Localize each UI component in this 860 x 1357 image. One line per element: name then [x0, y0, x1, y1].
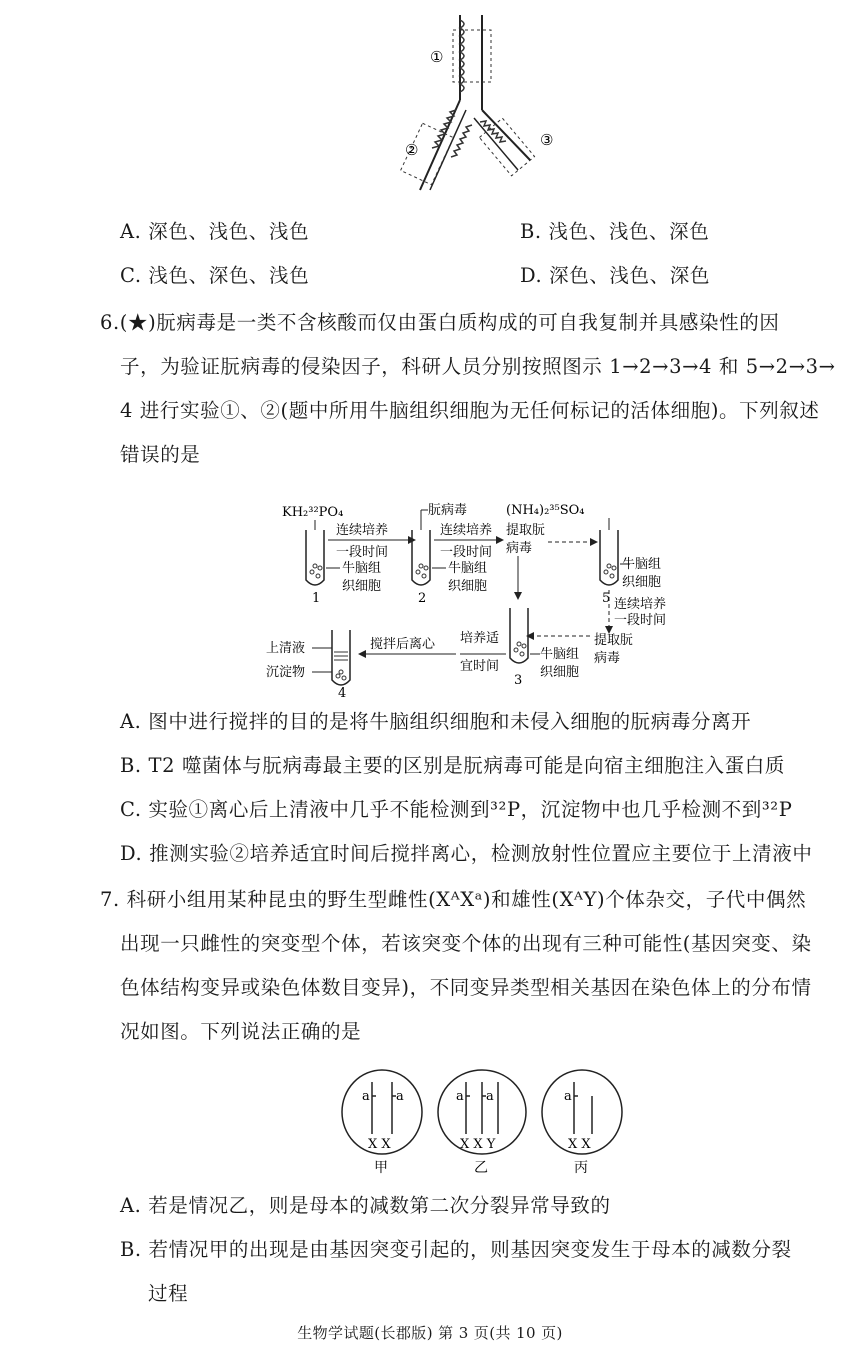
- page-footer: 生物学试题(长郡版) 第 3 页(共 10 页): [297, 1324, 563, 1342]
- extract-b: 病毒: [506, 541, 533, 556]
- q6-option-d: D. 推测实验②培养适宜时间后搅拌离心，检测放射性位置应主要位于上清液中: [120, 842, 813, 865]
- sediment-label: 沉淀物: [266, 665, 306, 680]
- kh2po4-label: KH₂³²PO₄: [282, 505, 344, 520]
- cell-label-1b: 织细胞: [342, 579, 382, 594]
- cell-label-5b: 织细胞: [622, 575, 662, 590]
- q7-stem-line-3: 色体结构变异或染色体数目变异)，不同变异类型相关基因在染色体上的分布情: [120, 976, 812, 999]
- tube-num-1: 1: [312, 591, 321, 606]
- culture-2: 连续培养: [440, 523, 493, 538]
- q7-option-b: B. 若情况甲的出现是由基因突变引起的，则基因突变发生于母本的减数分裂: [120, 1238, 792, 1261]
- fig-label-2: ②: [405, 141, 419, 159]
- cell-label-5a: 牛脑组: [622, 557, 662, 572]
- cell1-gene2: a: [396, 1089, 404, 1104]
- cell3-chrom: X X: [568, 1137, 591, 1152]
- fig-label-1: ①: [430, 48, 444, 66]
- q6-stem-line-3: 4 进行实验①、②(题中所用牛脑组织细胞为无任何标记的活体细胞)。下列叙述: [120, 399, 820, 422]
- q6-option-b: B. T2 噬菌体与朊病毒最主要的区别是朊病毒可能是向宿主细胞注入蛋白质: [120, 754, 785, 777]
- extract2-b: 病毒: [594, 651, 621, 666]
- cell-label-3a: 牛脑组: [540, 647, 580, 662]
- cell2-gene2: a: [486, 1089, 494, 1104]
- q6-stem-line-1: 6.(★)朊病毒是一类不含核酸而仅由蛋白质构成的可自我复制并具感染性的因: [100, 311, 780, 334]
- cell3-name: 丙: [574, 1160, 588, 1176]
- cell1-name: 甲: [374, 1160, 388, 1176]
- q7-stem-line-4: 况如图。下列说法正确的是: [120, 1020, 362, 1043]
- q5-option-b: B. 浅色、浅色、深色: [520, 220, 710, 243]
- tube-num-4: 4: [338, 686, 347, 700]
- q7-stem-line-1: 7. 科研小组用某种昆虫的野生型雌性(XᴬXᵃ)和雄性(XᴬY)个体杂交，子代中偶然: [100, 888, 807, 911]
- q6-stem-line-2: 子，为验证朊病毒的侵染因子，科研人员分别按照图示 1→2→3→4 和 5→2→3→: [120, 355, 836, 378]
- culture-5: 连续培养: [614, 597, 667, 612]
- prion-experiment-figure: [260, 490, 680, 700]
- stir-label: 搅拌后离心: [370, 637, 436, 652]
- period-2: 一段时间: [440, 545, 493, 560]
- tube-num-5: 5: [602, 591, 611, 606]
- q7-stem-line-2: 出现一只雌性的突变型个体，若该突变个体的出现有三种可能性(基因突变、染: [120, 932, 812, 955]
- cell2-name: 乙: [474, 1160, 488, 1176]
- q7-option-a: A. 若是情况乙，则是母本的减数第二次分裂异常导致的: [120, 1194, 611, 1217]
- suitable-a: 培养适: [460, 631, 500, 646]
- culture-1: 连续培养: [336, 523, 389, 538]
- extract2-a: 提取朊: [594, 633, 634, 648]
- q5-option-a: A. 深色、浅色、浅色: [120, 220, 310, 243]
- cell-label-3b: 织细胞: [540, 665, 580, 680]
- supernatant-label: 上清液: [266, 641, 306, 656]
- chromosome-cells-figure: [338, 1062, 638, 1180]
- suitable-b: 宜时间: [460, 659, 500, 674]
- tube-num-3: 3: [514, 673, 523, 688]
- cell-label-2b: 织细胞: [448, 579, 488, 594]
- q7-option-b-cont: 过程: [148, 1282, 189, 1305]
- period-5: 一段时间: [614, 613, 667, 628]
- extract-a: 提取朊: [506, 523, 546, 538]
- cell-label-1a: 牛脑组: [342, 561, 382, 576]
- cell2-chrom: X X Y: [460, 1137, 496, 1152]
- cell1-chrom: X X: [368, 1137, 391, 1152]
- dna-replication-figure: [400, 10, 560, 200]
- q6-option-a: A. 图中进行搅拌的目的是将牛脑组织细胞和未侵入细胞的朊病毒分离开: [120, 710, 752, 733]
- fig-label-3: ③: [540, 131, 554, 149]
- prion-label: 朊病毒: [428, 503, 468, 518]
- cell-label-2a: 牛脑组: [448, 561, 488, 576]
- period-1: 一段时间: [336, 545, 389, 560]
- cell2-gene1: a: [456, 1089, 464, 1104]
- nh4so4-label: (NH₄)₂³⁵SO₄: [506, 503, 585, 518]
- cell3-gene1: a: [564, 1089, 572, 1104]
- q6-stem-line-4: 错误的是: [120, 443, 201, 466]
- q6-option-c: C. 实验①离心后上清液中几乎不能检测到³²P，沉淀物中也几乎检测不到³²P: [120, 798, 793, 821]
- cell1-gene1: a: [362, 1089, 370, 1104]
- tube-num-2: 2: [418, 591, 427, 606]
- q5-option-c: C. 浅色、深色、浅色: [120, 264, 310, 287]
- q5-option-d: D. 深色、浅色、深色: [520, 264, 710, 287]
